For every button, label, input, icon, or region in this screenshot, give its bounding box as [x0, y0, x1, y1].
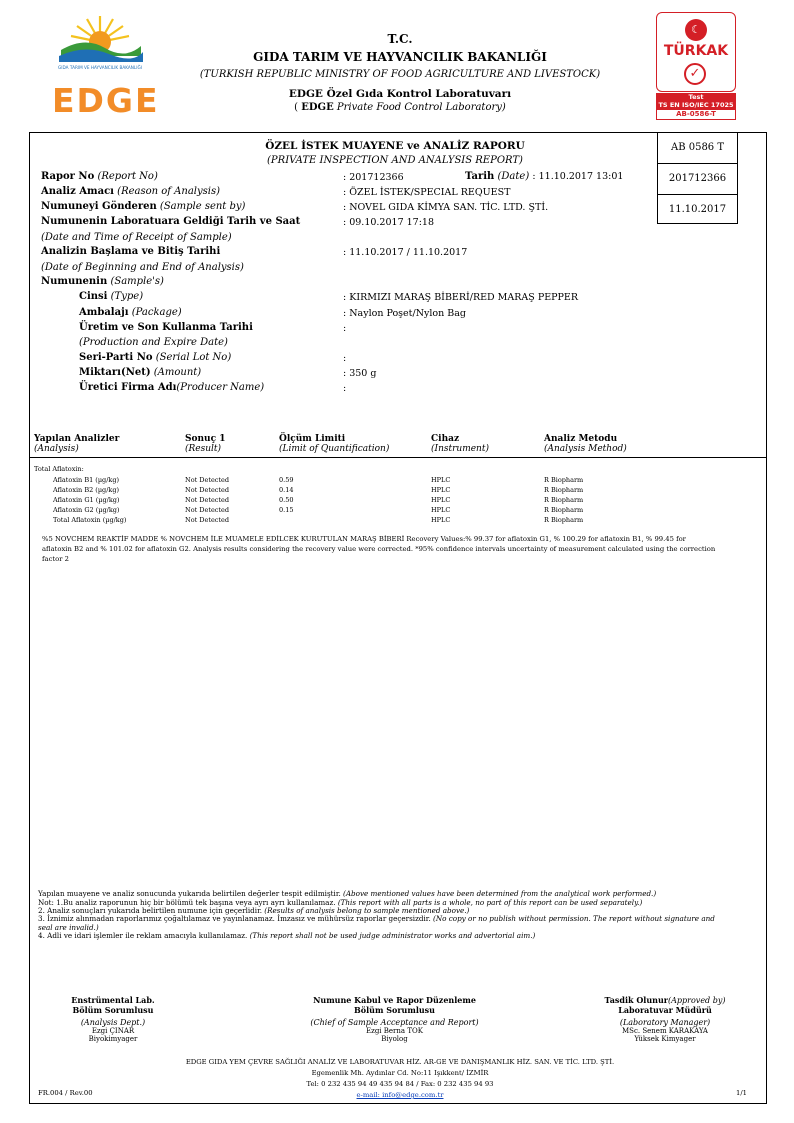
report-no-value: : 201712366: [343, 172, 404, 183]
col-header-loq: Ölçüm Limiti (Limit of Quantification): [279, 434, 390, 454]
side-date: 11.10.2017: [668, 204, 727, 215]
purpose-value: : ÖZEL İSTEK/SPECIAL REQUEST: [343, 187, 511, 198]
remark-line-1: %5 NOVCHEM REAKTİF MADDE % NOVCHEM İLE MUAMELE EDİLCEK KURUTULAN MARAŞ BİBERİ Recovery Values:% 99.37 for aflatoxin G1, % 100.29 for aflatoxin B1, % 99.45 for: [42, 535, 686, 543]
turkak-cert-label: Test TS EN ISO/IEC 17025: [656, 93, 736, 109]
turkak-accreditation-no: AB-0586-T: [656, 109, 736, 120]
signature-block-analysis: Enstrümental Lab. Bölüm Sorumlusu (Analysis Dept.) Ezgi ÇINAR Biyokimyager: [71, 995, 155, 1043]
turkak-logo: [656, 12, 738, 128]
production-label-en: (Production and Expire Date): [79, 337, 228, 348]
accreditation-no: AB 0586 T: [658, 133, 737, 164]
ministry-logo: [55, 12, 145, 76]
col-header-analysis: Yapılan Analizler (Analysis): [34, 434, 120, 454]
remark-line-3: factor 2: [42, 555, 69, 563]
type-label: Cinsi (Type): [79, 291, 144, 302]
header-lab-name: EDGE Özel Gıda Kontrol Laboratuvarı: [288, 88, 512, 100]
report-side-box: [657, 132, 738, 224]
note-line: seal are invalid.): [38, 923, 99, 932]
package-label: Ambalajı (Package): [79, 307, 182, 318]
note-line: 4. Adli ve idari işlemler ile reklam amacıyla kullanılamaz. (This report shall not be used judge administrator works and advertorial aim.): [38, 931, 536, 940]
report-title: ÖZEL İSTEK MUAYENE ve ANALİZ RAPORU: [265, 140, 525, 152]
group-title: Total Aflatoxin:: [34, 465, 84, 473]
lot-value: :: [343, 353, 347, 364]
production-label: Üretim ve Son Kullanma Tarihi: [79, 322, 253, 333]
col-header-result: Sonuç 1 (Result): [185, 434, 226, 454]
header-tc: T.C.: [387, 32, 413, 46]
edge-logo: EDGE: [52, 81, 160, 120]
note-line: 3. İznimiz alınmadan raporlarımız çoğaltılamaz ve yayınlanamaz. İmzasız ve mühürsüz raporlar geçersizdir. (No copy or no publish without permission. The report without signature and: [38, 914, 715, 923]
footer-email-link[interactable]: e-mail: info@edge.com.tr: [356, 1091, 444, 1099]
col-header-method: Analiz Metodu (Analysis Method): [544, 434, 627, 454]
table-header-divider: [29, 457, 767, 458]
ministry-logo-caption: GIDA TARIM VE HAYVANCILIK BAKANLIĞI: [58, 65, 142, 70]
col-header-instrument: Cihaz (Instrument): [431, 434, 489, 454]
lot-label: Seri-Parti No (Serial Lot No): [79, 352, 232, 363]
date-label: Tarih (Date) : 11.10.2017 13:01: [465, 171, 624, 182]
check-circle-icon: ✓: [684, 63, 706, 85]
remark-line-2: aflatoxin B2 and % 101.02 for aflatoxin G2. Analysis results considering the recovery value were corrected. *95% confidence intervals uncertainty of measurement calculated using the correction: [42, 545, 716, 553]
note-line: Not: 1.Bu analiz raporunun hiç bir bölümü tek başına veya ayrı ayrı kullanılamaz. (This report with all parts is a whole, no part of this report can be used separately.): [38, 898, 643, 907]
producer-label: Üretici Firma Adı(Producer Name): [79, 382, 265, 393]
report-title-en: (PRIVATE INSPECTION AND ANALYSIS REPORT): [267, 155, 523, 166]
footer-doc-code: FR.004 / Rev.00: [38, 1089, 93, 1097]
footer-page-number: 1/1: [736, 1089, 747, 1097]
sender-value: : NOVEL GIDA KİMYA SAN. TİC. LTD. ŞTİ.: [343, 202, 549, 213]
turkak-wordmark: TÜRKAK: [663, 43, 729, 59]
crescent-star-icon: ☾: [685, 19, 707, 41]
type-value: : KIRMIZI MARAŞ BİBERİ/RED MARAŞ PEPPER: [343, 292, 579, 303]
receipt-label: Numunenin Laboratuara Geldiği Tarih ve Saat: [41, 216, 301, 227]
sun-landscape-icon: [55, 12, 145, 62]
footer-company: EDGE GIDA YEM ÇEVRE SAĞLIĞI ANALİZ VE LABORATUVAR HİZ. AR-GE VE DANIŞMANLIK HİZ. SAN. VE TİC. LTD. ŞTİ.: [185, 1058, 615, 1066]
amount-label: Miktarı(Net) (Amount): [79, 367, 202, 378]
receipt-label-en: (Date and Time of Receipt of Sample): [41, 232, 232, 243]
footer-phone: Tel: 0 232 435 94 49 435 94 84 / Fax: 0 232 435 94 93: [306, 1080, 494, 1088]
sender-label: Numuneyi Gönderen (Sample sent by): [41, 201, 246, 212]
signature-block-sample-acceptance: Numune Kabul ve Rapor Düzenleme Bölüm Sorumlusu (Chief of Sample Acceptance and Report) Ezgi Berna TOK Biyolog: [310, 995, 479, 1043]
note-line: Yapılan muayene ve analiz sonucunda yukarıda belirtilen değerler tespit edilmiştir. (Above mentioned values have been determined from the analytical work performed.): [38, 889, 657, 898]
report-no-label: Rapor No (Report No): [41, 171, 158, 182]
footer-address: Egemenlik Mh. Aydınlar Cd. No:11 Işıkkent/ İZMİR: [311, 1069, 489, 1077]
header-ministry-en: (TURKISH REPUBLIC MINISTRY OF FOOD AGRICULTURE AND LIVESTOCK): [199, 69, 601, 80]
analysis-dates-value: : 11.10.2017 / 11.10.2017: [343, 247, 468, 258]
analysis-dates-label-en: (Date of Beginning and End of Analysis): [41, 262, 244, 273]
producer-value: :: [343, 383, 347, 394]
header-lab-name-en: ( EDGE Private Food Control Laboratory): [294, 102, 506, 113]
side-report-no: 201712366: [658, 164, 737, 195]
production-value: :: [343, 323, 347, 334]
sample-label: Numunenin (Sample's): [41, 276, 164, 287]
analysis-dates-label: Analizin Başlama ve Bitiş Tarihi: [41, 246, 221, 257]
signature-block-manager: Tasdik Olunur(Approved by) Laboratuvar Müdürü (Laboratory Manager) MSc. Senem KARAKAYA Yüksek Kimyager: [604, 995, 726, 1043]
amount-value: : 350 g: [343, 368, 377, 379]
header-ministry: GIDA TARIM VE HAYVANCILIK BAKANLIĞI: [253, 50, 547, 64]
package-value: : Naylon Poşet/Nylon Bag: [343, 308, 467, 319]
receipt-value: : 09.10.2017 17:18: [343, 217, 435, 228]
note-line: 2. Analiz sonuçları yukarıda belirtilen numune için geçerlidir. (Results of analysis belong to sample mentioned above.): [38, 906, 470, 915]
purpose-label: Analiz Amacı (Reason of Analysis): [41, 186, 220, 197]
